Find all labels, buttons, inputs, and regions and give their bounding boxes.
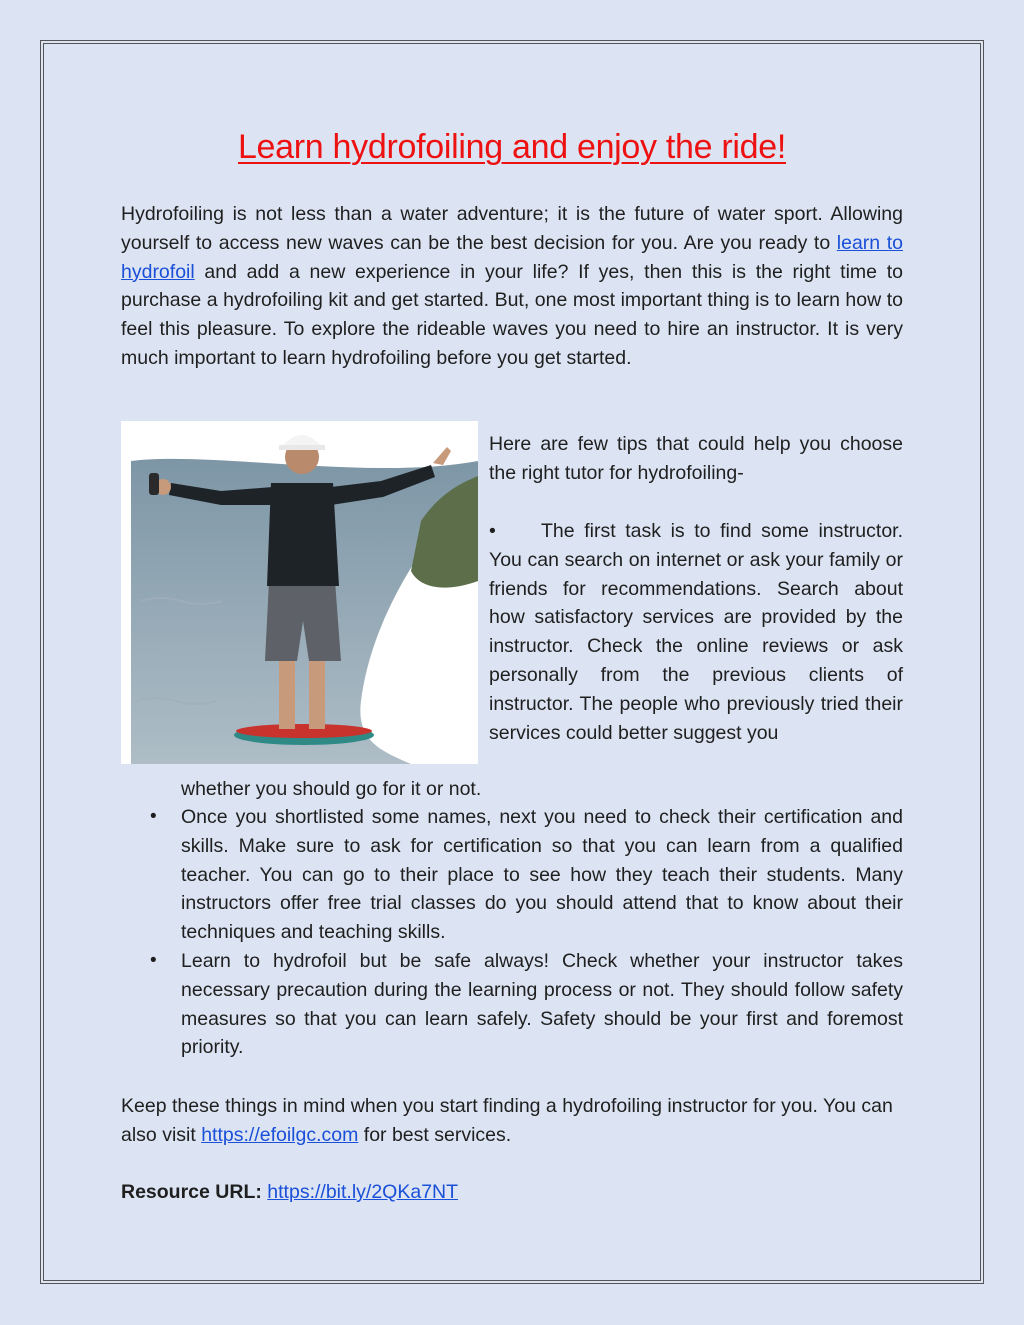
resource-url-link[interactable]: https://bit.ly/2QKa7NT (267, 1181, 459, 1203)
bullet-2-text: Once you shortlisted some names, next you need to check their certification and skills. Make sure to ask for certification so that you can learn from a qualified teacher. You can go to their place to see how they teach their students. Many instructors offer free trial classes do you should attend that to know about their techniques and teaching skills. (181, 806, 903, 944)
intro-paragraph (121, 200, 903, 373)
bullet-1-text: The first task is to find some instructor. You can search on internet or ask your family or friends for recommendations. Search about how satisfactory services are provided by the instructor. Check the online reviews or ask personally from the previous clients of instructor. The people who previously tried their services could better suggest you (489, 520, 903, 744)
tips-heading: Here are few tips that could help you choose the right tutor for hydrofoiling- (489, 433, 903, 484)
closing-text: Keep these things in mind when you start finding a hydrofoiling instructor for you. You can also visit (121, 1095, 893, 1146)
intro-text-before: Hydrofoiling is not less than a water adventure; it is the future of water sport. Allowing yourself to access new waves can be the best decision for you. Are you ready to (121, 203, 903, 254)
tips-list (150, 803, 903, 1062)
closing-paragraph (121, 1092, 903, 1150)
bullet-3-text: Learn to hydrofoil but be safe always! Check whether your instructor takes necessary precaution during the learning process or not. They should follow safety measures so that you can learn safely. Safety should be your first and foremost priority. (181, 949, 903, 1059)
bullet-dot-icon: • (150, 806, 157, 827)
bullet-item-find-instructor (489, 517, 903, 747)
intro-text-after: and add a new experience in your life? If yes, then this is the right time to purchase a hydrofoiling kit and get started. But, one most important thing is to learn how to feel this pleasure. To explore the rideable waves you need to hire an instructor. It is very much important to learn hydrofoiling before you get started. (121, 260, 903, 369)
bullet-dot-icon: • (150, 949, 157, 971)
resource-url-line (121, 1178, 903, 1207)
page-title: Learn hydrofoiling and enjoy the ride! (237, 128, 787, 166)
learn-to-hydrofoil-link[interactable]: learn to hydrofoil (121, 231, 903, 283)
efoilgc-link[interactable]: https://efoilgc.com (201, 1123, 359, 1146)
hydrofoil-rider-image (121, 421, 478, 764)
bullet-item-certification (150, 803, 903, 947)
bullet-1-text-continued: whether you should go for it or not. (181, 778, 482, 800)
closing-text-after: for best services. (358, 1123, 512, 1146)
resource-url-label: Resource URL: (121, 1181, 262, 1203)
bullet-item-safety (150, 947, 903, 1062)
bullet-dot-icon: • (489, 520, 496, 542)
